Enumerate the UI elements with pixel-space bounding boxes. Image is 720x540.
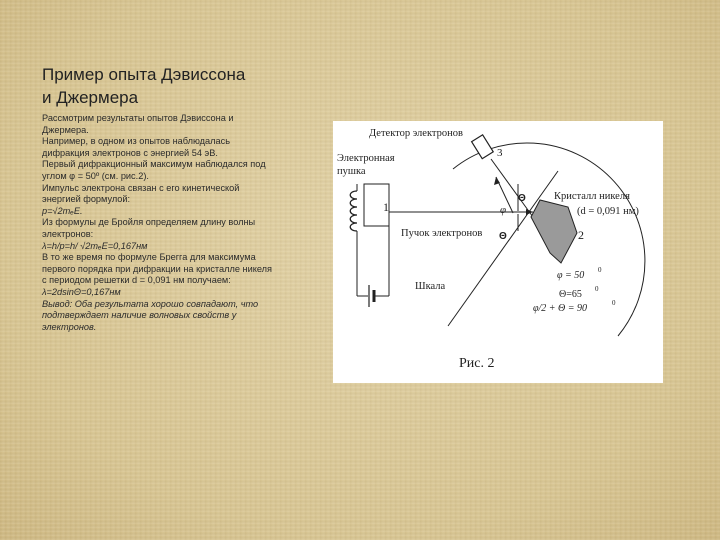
label-theta-upper: Θ xyxy=(518,193,526,204)
equation-phi-degree: 0 xyxy=(598,266,602,274)
label-crystal: Кристалл никеля xyxy=(554,191,630,202)
paragraph-first-max: Первый дифракционный максимум наблюдался под углом φ = 50º (см. рис.2). xyxy=(42,159,266,181)
label-phi: φ xyxy=(500,204,507,216)
equation-theta: Θ=65 xyxy=(559,289,582,300)
label-scale: Шкала xyxy=(415,281,446,292)
equation-theta-degree: 0 xyxy=(595,285,599,293)
paragraph-momentum: Импульс электрона связан с его кинетической энергией формулой: xyxy=(42,182,240,205)
label-gun-line1: Электронная xyxy=(337,153,395,164)
incident-beam-arrowhead xyxy=(526,209,533,215)
equation-phi: φ = 50 xyxy=(557,270,585,281)
title-line-1: Пример опыта Дэвиссона xyxy=(42,65,246,84)
paragraph-de-broglie: Из формулы де Бройля определяем длину волны электронов: xyxy=(42,217,256,239)
paragraph-bragg: В то же время по формуле Брегга для максимума первого порядка при дифракции на кристалле никеля с периодом решетки d = 0,091 нм получаем: xyxy=(42,252,273,286)
label-period: (d = 0,091 нм) xyxy=(577,206,639,217)
formula-bragg: λ=2dsinΘ=0,167нм xyxy=(42,286,121,297)
label-beam: Пучок электронов xyxy=(401,228,483,239)
nickel-crystal xyxy=(531,200,577,263)
label-num-3: 3 xyxy=(497,147,503,159)
figure-caption: Рис. 2 xyxy=(459,356,495,371)
experiment-diagram xyxy=(333,121,663,383)
detector-arm-line xyxy=(491,159,533,217)
paragraph-example: Например, в одном из опытов наблюдалась дифракция электронов с энергией 54 эВ. xyxy=(42,136,230,158)
formula-de-broglie: λ=h/p=h/ √2mₑE=0,167нм xyxy=(42,240,148,251)
paragraph-conclusion: Вывод: Оба результата хорошо совпадают, что подтверждает наличие волновых свойств у электронов. xyxy=(42,298,259,332)
label-theta-lower: Θ xyxy=(499,231,507,242)
label-num-1: 1 xyxy=(383,200,389,214)
paragraph-intro: Рассмотрим результаты опытов Дэвиссона и Джермера. xyxy=(42,113,234,135)
equation-sum-degree: 0 xyxy=(612,299,616,307)
label-gun-line2: пушка xyxy=(337,166,366,177)
slide-body-text xyxy=(42,113,274,333)
experiment-figure xyxy=(333,121,663,383)
label-num-2: 2 xyxy=(578,228,584,242)
heater-coil xyxy=(350,191,357,231)
equation-sum: φ/2 + Θ = 90 xyxy=(533,303,588,314)
title-line-2: и Джермера xyxy=(42,88,139,107)
slide-title xyxy=(42,63,302,109)
formula-momentum: p=√2mₑE. xyxy=(42,205,83,216)
label-detector: Детектор электронов xyxy=(369,128,463,139)
